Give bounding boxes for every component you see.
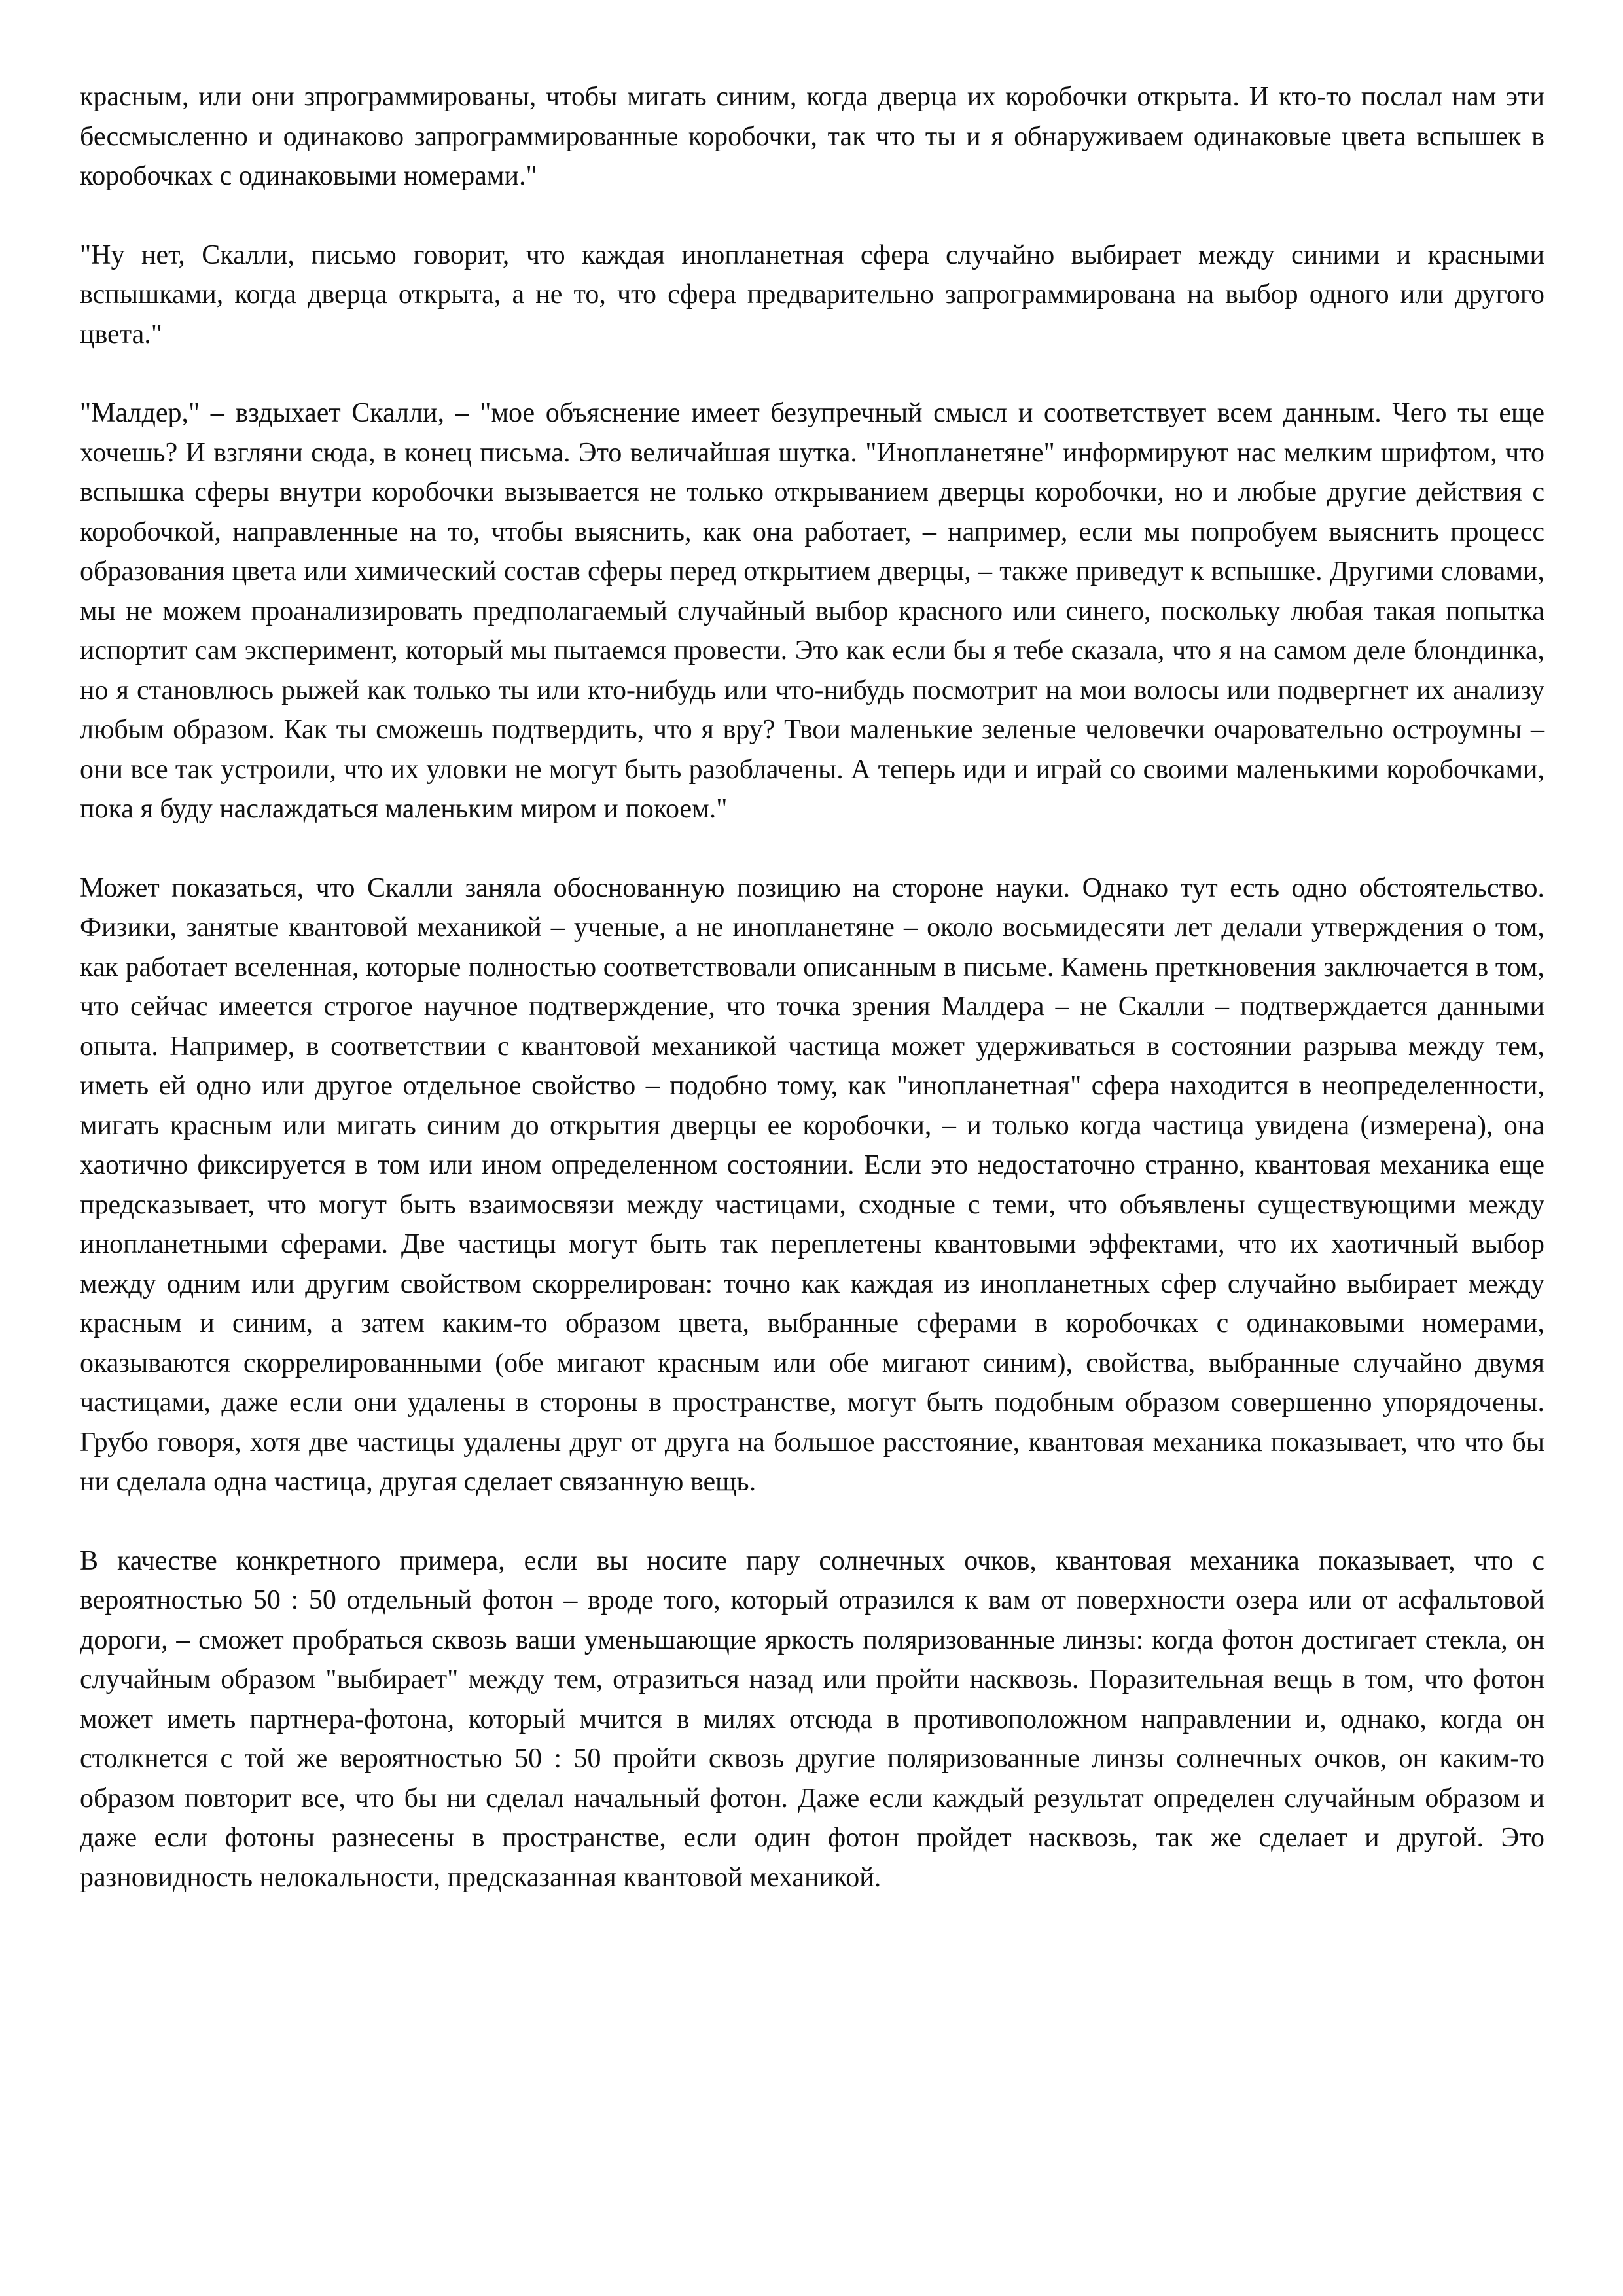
paragraph-sunglasses-example: В качестве конкретного примера, если вы носите пару солнечных очков, квантовая механика показывает, что с вероятностью 50 : 50 отдельный фотон – вроде того, который отразился к вам от поверхности озера или от асфальтовой дороги, – сможет пробраться сквозь ваши уменьшающие яркость поляризованные линзы: когда фотон достигает стекла, он случайным образом "выбирает" между тем, отразиться назад или пройти насквозь. Поразительная вещь в том, что фотон может иметь партнера-фотона, который мчится в милях отсюда в противоположном направлении и, однако, когда он столкнется с той же вероятностью 50 : 50 пройти сквозь другие поляризованные линзы солнечных очков, он каким-то образом повторит все, что бы ни сделал начальный фотон. Даже если каждый результат определен случайным образом и даже если фотоны разнесены в пространстве, если один фотон пройдет насквозь, так же сделает и другой. Это разновидность нелокальности, предсказанная квантовой механикой. <box>80 1545 1544 1893</box>
paragraph-scully-programmed-boxes: красным, или они зпрограммированы, чтобы мигать синим, когда дверца их коробочки открыта. И кто-то послал нам эти бессмысленно и одинаково запрограммированные коробочки, так что ты и я обнаруживаем одинаковые цвета вспышек в коробочках с одинаковыми номерами." <box>80 82 1544 191</box>
paragraph-quantum-mechanics: Может показаться, что Скалли заняла обоснованную позицию на стороне науки. Однако тут есть одно обстоятельство. Физики, занятые квантовой механикой – ученые, а не инопланетяне – около восьмидесяти лет делали утверждения о том, как работает вселенная, которые полностью соответствовали описанным в письме. Камень преткновения заключается в том, что сейчас имеется строгое научное подтверждение, что точка зрения Малдера – не Скалли – подтверждается данными опыта. Например, в соответствии с квантовой механикой частица может удерживаться в состоянии разрыва между тем, иметь ей одно или другое отдельное свойство – подобно тому, как "инопланетная" сфера находится в неопределенности, мигать красным или мигать синим до открытия дверцы ее коробочки, – и только когда частица увидена (измерена), она хаотично фиксируется в том или ином определенном состоянии. Если это недостаточно странно, квантовая механика еще предсказывает, что могут быть взаимосвязи между частицами, сходные с теми, что объявлены существующими между инопланетными сферами. Две частицы могут быть так переплетены квантовыми эффектами, что их хаотичный выбор между одним или другим свойством скоррелирован: точно как каждая из инопланетных сфер случайно выбирает между красным и синим, а затем каким-то образом цвета, выбранные сферами в коробочках с одинаковыми номерами, оказываются скоррелированными (обе мигают красным или обе мигают синим), свойства, выбранные случайно двумя частицами, даже если они удалены в стороны в пространстве, могут быть подобным образом совершенно упорядочены. Грубо говоря, хотя две частицы удалены друг от друга на большое расстояние, квантовая механика показывает, что что бы ни сделала одна частица, другая сделает связанную вещь. <box>80 872 1544 1497</box>
paragraph-scully-reply: "Малдер," – вздыхает Скалли, – "мое объяснение имеет безупречный смысл и соответствует всем данным. Чего ты еще хочешь? И взгляни сюда, в конец письма. Это величайшая шутка. "Инопланетяне" информируют нас мелким шрифтом, что вспышка сферы внутри коробочки вызывается не только открыванием дверцы коробочки, но и любые другие действия с коробочкой, направленные на то, чтобы выяснить, как она работает, – например, если мы попробуем выяснить процесс образования цвета или химический состав сферы перед открытием дверцы, – также приведут к вспышке. Другими словами, мы не можем проанализировать предполагаемый случайный выбор красного или синего, поскольку любая такая попытка испортит сам эксперимент, который мы пытаемся провести. Это как если бы я тебе сказала, что я на самом деле блондинка, но я становлюсь рыжей как только ты или кто-нибудь или что-нибудь посмотрит на мои волосы или подвергнет их анализу любым образом. Как ты сможешь подтвердить, что я вру? Твои маленькие зеленые человечки очаровательно остроумны – они все так устроили, что их уловки не могут быть разоблачены. А теперь иди и играй со своими маленькими коробочками, пока я буду наслаждаться маленьким миром и покоем." <box>80 398 1544 824</box>
paragraph-mulder-random-choice: "Ну нет, Скалли, письмо говорит, что каждая инопланетная сфера случайно выбирает между синими и красными вспышками, когда дверца открыта, а не то, что сфера предварительно запрограммирована на выбор одного или другого цвета." <box>80 240 1544 350</box>
document-page <box>80 77 1544 1937</box>
